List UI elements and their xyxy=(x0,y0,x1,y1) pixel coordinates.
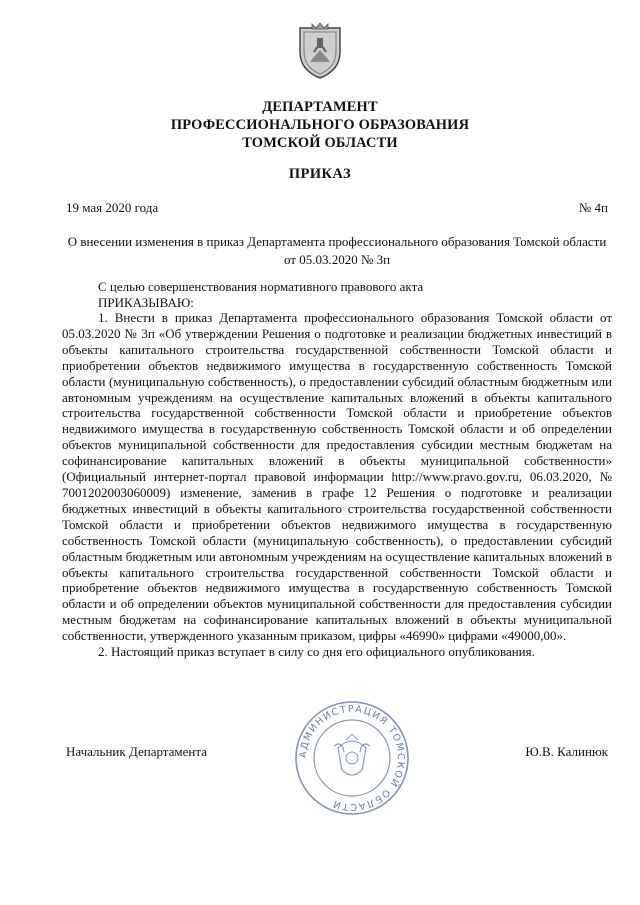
order-word: ПРИКАЗЫВАЮ: xyxy=(98,294,194,310)
coat-of-arms-icon xyxy=(296,22,344,80)
signer-position: Начальник Департамента xyxy=(66,744,207,759)
document-body xyxy=(62,310,612,660)
paragraph-1: 1. Внести в приказ Департамента профессионального образования Томской области от 05.03.2020 № 3п «Об утверждении Решения о подготовке и реализации бюджетных инвестиций в объекты капитального строительства государственной собственности Томской области и приобретении объектов недвижимого имущества в государственную собственность Томской области (муниципальную собственность), о предоставлении субсидий областным бюджетным или автономным учреждениям на осуществление капитальных вложений в объекты капитального строительства государственной собственности Томской области и приобретение объектов недвижимого имущества в государственную собственность Томской области и об определении объектов муниципальной собственности для предоставления субсидии местным бюджетам на софинансирование капитальных вложений в объекты муниципальной собственности» (Официальный интернет-портал правовой информации http://www.pravo.gov.ru, 06.03.2020, № 7001202003060009) изменение, заменив в графе 12 Решения о подготовке и реализации бюджетных инвестиций в объекты капитального строительства государственной собственности Томской области и приобретении объектов недвижимого имущества в государственную собственность Томской области (муниципальную собственность), о предоставлении субсидий областным бюджетным или автономным учреждениям на осуществление капитальных вложений в объекты капитального строительства государственной собственности Томской области и приобретение объектов недвижимого имущества в государственную собственность Томской области и об определении объектов муниципальной собственности для предоставления субсидии местным бюджетам на софинансирование капитальных вложений в объекты муниципальной собственности, утвержденного указанным приказом, цифры «46990» цифрами «49000,00». xyxy=(62,310,612,644)
paragraph-2: 2. Настоящий приказ вступает в силу со дня его официального опубликования. xyxy=(98,644,535,660)
official-seal-icon xyxy=(294,700,410,816)
document-date: 19 мая 2020 года xyxy=(66,200,159,215)
header-line-2: ПРОФЕССИОНАЛЬНОГО ОБРАЗОВАНИЯ xyxy=(170,117,470,133)
document-number: № 4п xyxy=(578,200,608,215)
document-subject: О внесении изменения в приказ Департамента профессионального образования Томской области от 05.03.2020 № 3п xyxy=(67,234,607,267)
intro-block xyxy=(98,279,423,310)
header-line-1: ДЕПАРТАМЕНТ xyxy=(262,99,378,115)
document-type: ПРИКАЗ xyxy=(288,166,352,182)
department-header xyxy=(0,98,640,152)
header-line-3: ТОМСКОЙ ОБЛАСТИ xyxy=(242,135,398,151)
signer-name: Ю.В. Калинюк xyxy=(525,744,608,759)
seal-text: АДМИНИСТРАЦИЯ ТОМСКОЙ ОБЛАСТИ xyxy=(297,703,407,813)
purpose-line: С целью совершенствования нормативного правового акта xyxy=(98,279,424,294)
